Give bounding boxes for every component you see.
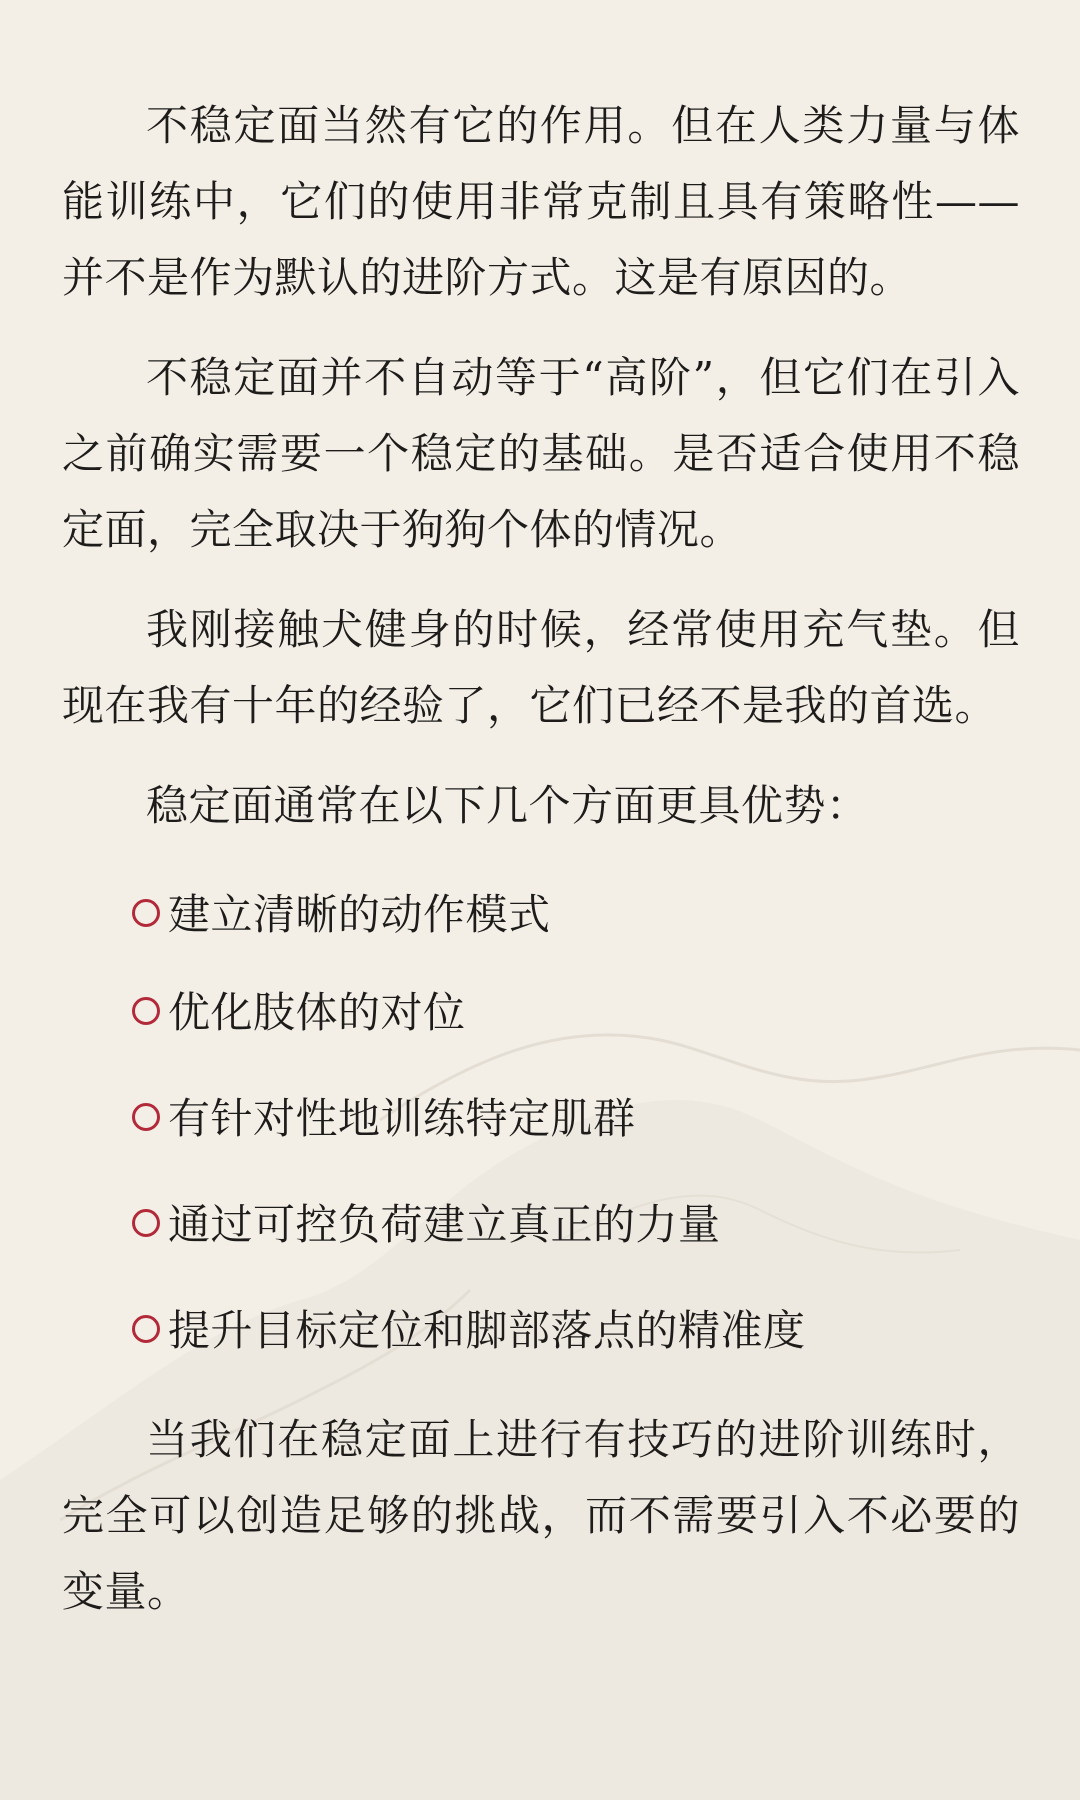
list-item <box>132 1172 1020 1278</box>
list-item <box>132 1278 1020 1384</box>
list-item <box>132 1066 1020 1172</box>
paragraph-personal-experience: 我刚接触犬健身的时候，经常使用充气垫。但现在我有十年的经验了，它们已经不是我的首选。 <box>62 605 1020 730</box>
list-item-text: 提升目标定位和脚部落点的精准度 <box>168 1306 806 1355</box>
circle-bullet-icon <box>132 1209 160 1237</box>
circle-bullet-icon <box>132 997 160 1025</box>
list-item-text: 优化肢体的对位 <box>168 988 466 1037</box>
list-item <box>132 960 1020 1066</box>
list-item-text: 有针对性地训练特定肌群 <box>168 1094 636 1143</box>
list-item-text: 建立清晰的动作模式 <box>168 890 551 939</box>
list-item <box>132 870 1020 960</box>
closing-paragraph: 当我们在稳定面上进行有技巧的进阶训练时，完全可以创造足够的挑战，而不需要引入不必要的变量。 <box>62 1415 1020 1616</box>
circle-bullet-icon <box>132 1315 160 1343</box>
circle-bullet-icon <box>132 1103 160 1131</box>
list-item-text: 通过可控负荷建立真正的力量 <box>168 1200 721 1249</box>
paragraph-not-advanced: 不稳定面并不自动等于“高阶”，但它们在引入之前确实需要一个稳定的基础。是否适合使用不稳定面，完全取决于狗狗个体的情况。 <box>62 353 1020 554</box>
advantages-lead: 稳定面通常在以下几个方面更具优势： <box>146 781 869 830</box>
paragraph-unstable-surfaces-role: 不稳定面当然有它的作用。但在人类力量与体能训练中，它们的使用非常克制且具有策略性——并不是作为默认的进阶方式。这是有原因的。 <box>62 101 1020 302</box>
advantages-list <box>62 870 1020 1384</box>
circle-bullet-icon <box>132 899 160 927</box>
